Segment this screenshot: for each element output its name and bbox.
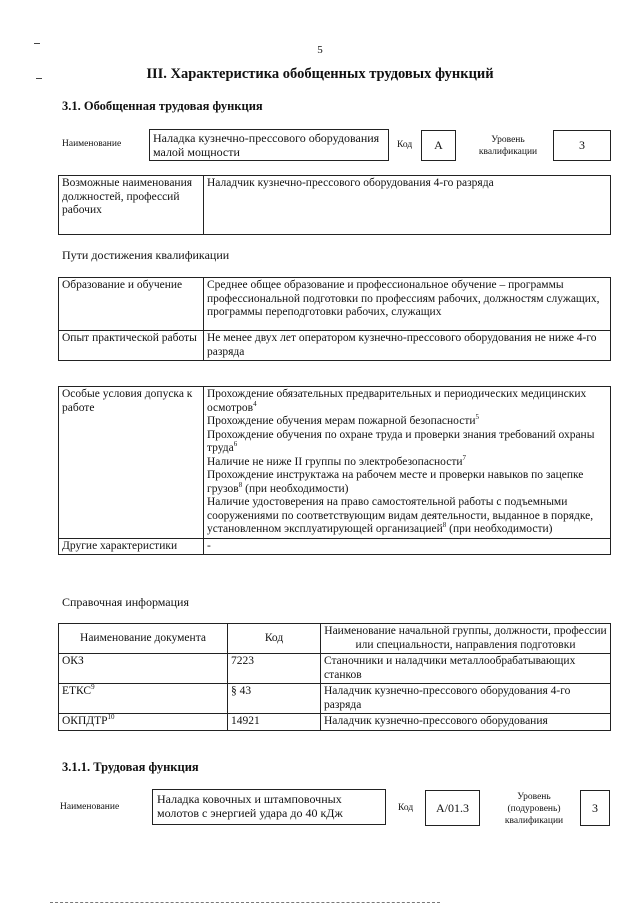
reference-table <box>58 623 611 731</box>
positions-label: Возможные наименования должностей, профессий рабочих <box>59 176 204 235</box>
section-title: III. Характеристика обобщенных трудовых функций <box>146 66 494 82</box>
admission-item: Прохождение инструктажа на рабочем месте и проверки навыков по зацепке грузов$^8$ (при необходимости) <box>207 469 584 495</box>
labor-function-heading: 3.1.1. Трудовая функция <box>62 760 199 774</box>
positions-table <box>58 175 611 235</box>
level-label: Уровень квалификации <box>478 135 538 157</box>
table-row <box>59 714 611 731</box>
code-box <box>421 130 456 161</box>
general-function-heading: 3.1. Обобщенная трудовая функция <box>62 99 263 113</box>
table-row <box>59 654 611 684</box>
table-row <box>59 684 611 714</box>
admission-item: Прохождение обучения мерам пожарной безопасности$^5$ <box>207 413 480 427</box>
other-characteristics-label: Другие характеристики <box>59 538 204 555</box>
admission-item: Наличие удостоверения на право самостоятельной работы с подъемными сооружениями по соответствующим видам деятельности, выданное в порядке, установленном эксплуатирующей организацией$^8$ (при необходимости) <box>207 496 594 535</box>
reference-code: § 43 <box>228 684 321 714</box>
education-value: Среднее общее образование и профессиональное обучение – программы профессиональной подготовки по профессиям рабочих, должностям служащих, программы переподготовки рабочих, служащих <box>204 278 611 331</box>
reference-name: Станочники и наладчики металлообрабатывающих станков <box>321 654 611 684</box>
level-value: 3 <box>579 138 585 152</box>
name-label: Наименование <box>62 139 122 149</box>
level-box <box>553 130 611 161</box>
education-label: Образование и обучение <box>59 278 204 331</box>
labor-code-label: Код <box>398 803 414 813</box>
admission-item: Прохождение обучения по охране труда и проверки знания требований охраны труда$^6$ <box>207 428 595 454</box>
admission-item: Прохождение обязательных предварительных и периодических медицинских осмотров$^4$ <box>207 388 587 414</box>
labor-code-value: А/01.3 <box>436 801 469 815</box>
labor-function-name-box <box>152 789 386 825</box>
labor-level-box <box>580 790 610 826</box>
reference-name: Наладчик кузнечно-прессового оборудования <box>321 714 611 731</box>
experience-value: Не менее двух лет оператором кузнечно-прессового оборудования не ниже 4-го разряда <box>204 331 611 361</box>
admission-table <box>58 386 611 555</box>
reference-name: Наладчик кузнечно-прессового оборудования 4-го разряда <box>321 684 611 714</box>
labor-level-label: Уровень (подуровень) квалификации <box>504 792 564 826</box>
labor-name-label: Наименование <box>60 802 120 812</box>
code-value: А <box>434 138 443 152</box>
reference-heading: Справочная информация <box>62 595 189 609</box>
function-name-value: Наладка кузнечно-прессового оборудования малой мощности <box>153 131 380 159</box>
reference-doc: ЕТКС$^9$ <box>59 684 228 714</box>
admission-item: Наличие не ниже II группы по электробезопасности$^7$ <box>207 453 467 468</box>
qualification-table <box>58 277 611 361</box>
page-number: 5 <box>317 44 323 56</box>
function-name-box <box>149 129 389 161</box>
experience-label: Опыт практической работы <box>59 331 204 361</box>
reference-header-code: Код <box>228 624 321 654</box>
admission-label: Особые условия допуска к работе <box>59 387 204 539</box>
reference-doc: ОКПДТР$^{10}$ <box>59 714 228 731</box>
reference-code: 14921 <box>228 714 321 731</box>
admission-items <box>204 387 611 539</box>
scan-edge-line <box>50 902 440 904</box>
labor-level-value: 3 <box>592 801 598 815</box>
reference-code: 7223 <box>228 654 321 684</box>
code-label: Код <box>397 140 413 150</box>
reference-doc: ОКЗ <box>59 654 228 684</box>
labor-code-box <box>425 790 480 826</box>
positions-value: Наладчик кузнечно-прессового оборудования 4-го разряда <box>204 176 611 235</box>
scan-mark <box>34 43 40 44</box>
labor-function-name-value: Наладка ковочных и штамповочных молотов с энергией удара до 40 кДж <box>157 792 343 820</box>
other-characteristics-value: - <box>204 538 611 555</box>
qualification-paths-heading: Пути достижения квалификации <box>62 248 230 262</box>
reference-header-doc: Наименование документа <box>59 624 228 654</box>
reference-header-name: Наименование начальной группы, должности, профессии или специальности, направления подготовки <box>321 624 611 654</box>
